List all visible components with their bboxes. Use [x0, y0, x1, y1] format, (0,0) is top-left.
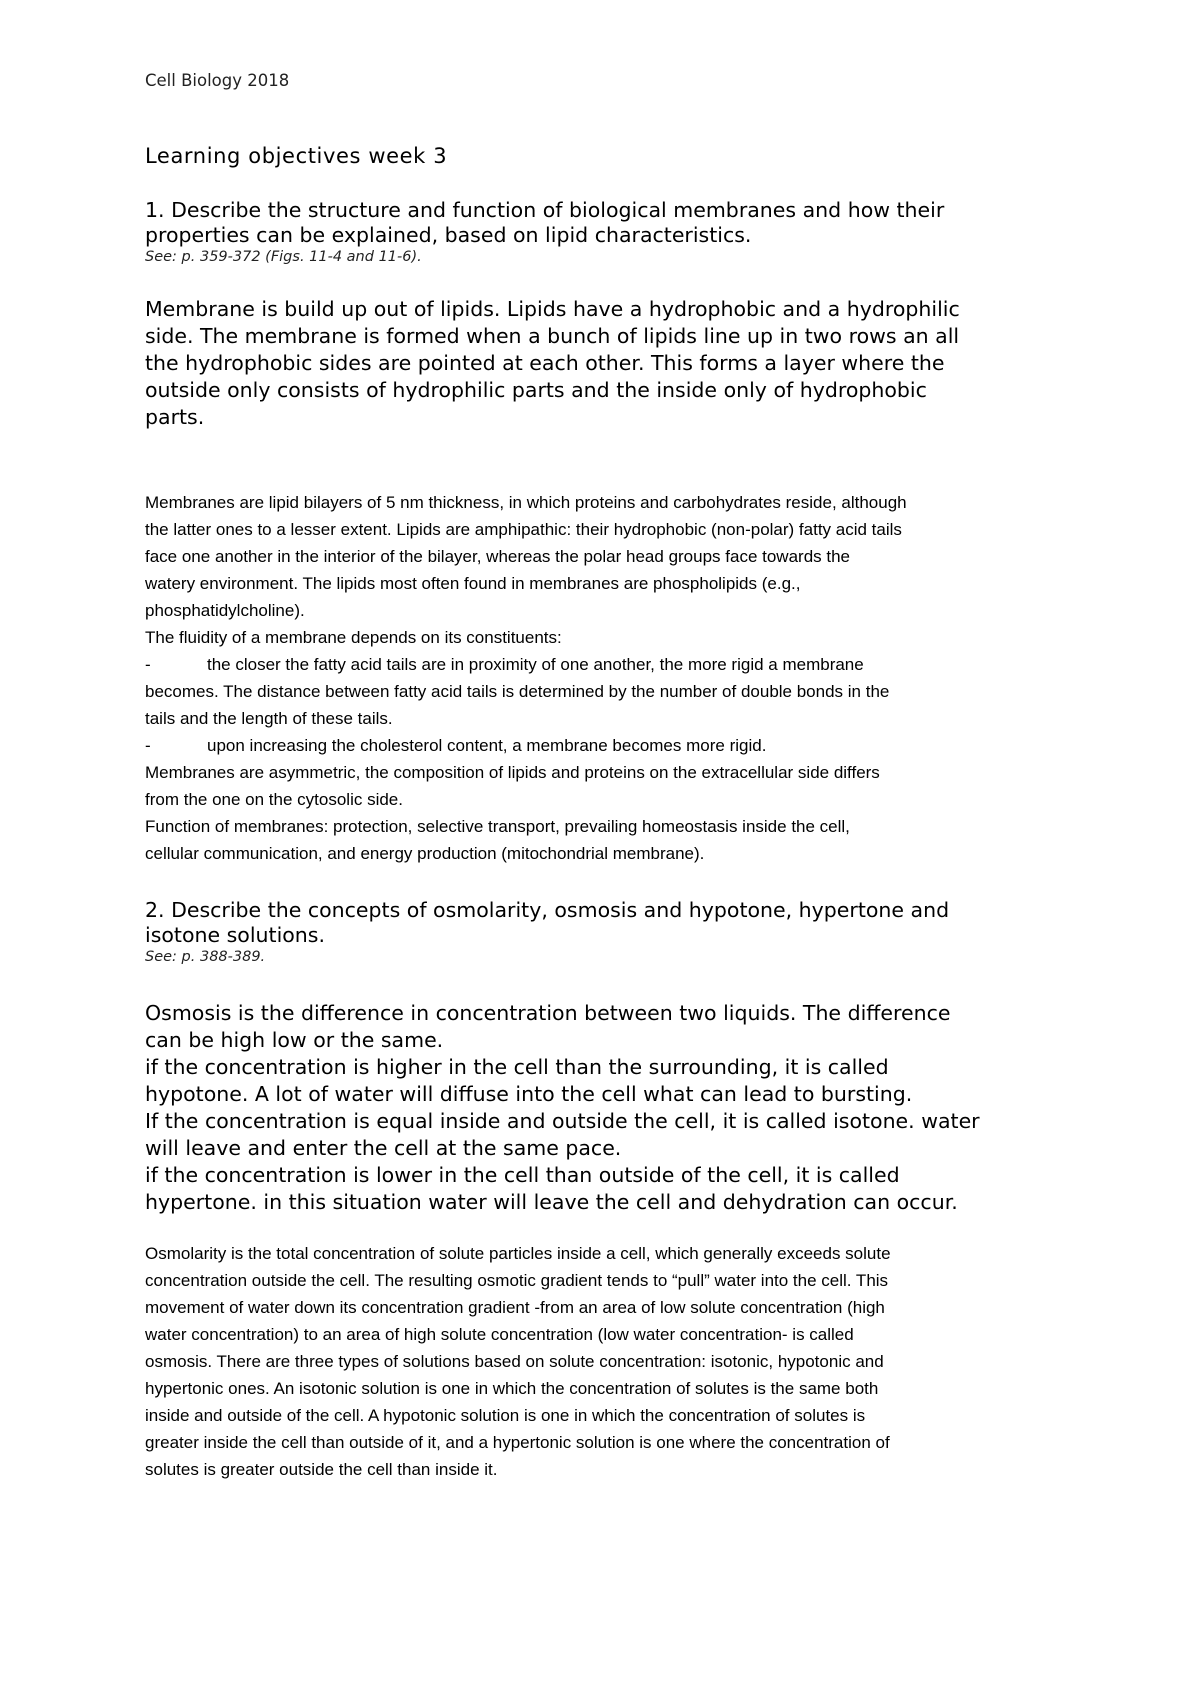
notes-1-line: watery environment. The lipids most often found in membranes are phospholipids (e.g., [145, 574, 801, 593]
notes-2-line: concentration outside the cell. The resulting osmotic gradient tends to “pull” water into the cell. This [145, 1271, 889, 1290]
notes-1-line: cellular communication, and energy production (mitochondrial membrane). [145, 844, 705, 863]
notes-1-line: the latter ones to a lesser extent. Lipids are amphipathic: their hydrophobic (non-polar) fatty acid tails [145, 520, 902, 539]
answer-2-line: Osmosis is the difference in concentration between two liquids. The difference [145, 1001, 951, 1025]
notes-2-line: inside and outside of the cell. A hypotonic solution is one in which the concentration of solutes is [145, 1406, 866, 1425]
document-header: Cell Biology 2018 [145, 71, 290, 90]
bullet-item [145, 651, 1065, 678]
bullet-item [145, 732, 1065, 759]
notes-1-line: Membranes are lipid bilayers of 5 nm thickness, in which proteins and carbohydrates reside, although [145, 493, 907, 512]
notes-2-line: osmosis. There are three types of solutions based on solute concentration: isotonic, hypotonic and [145, 1352, 884, 1371]
answer-1-line: side. The membrane is formed when a bunch of lipids line up in two rows an all [145, 324, 960, 348]
page-title: Learning objectives week 3 [145, 144, 448, 168]
objective-1-line: properties can be explained, based on lipid characteristics. [145, 223, 752, 247]
answer-2-line: hypotone. A lot of water will diffuse into the cell what can lead to bursting. [145, 1082, 913, 1106]
bullet-text: upon increasing the cholesterol content, a membrane becomes more rigid. [207, 736, 767, 755]
notes-2-line: solutes is greater outside the cell than inside it. [145, 1460, 498, 1479]
bullet-dash: - [145, 655, 151, 674]
answer-2-line: If the concentration is equal inside and outside the cell, it is called isotone. water [145, 1109, 980, 1133]
notes-2-line: hypertonic ones. An isotonic solution is one in which the concentration of solutes is the same both [145, 1379, 879, 1398]
notes-2-line: water concentration) to an area of high solute concentration (low water concentration- is called [145, 1325, 854, 1344]
objective-1 [145, 198, 1055, 266]
objective-2 [145, 898, 1055, 966]
notes-1-line: phosphatidylcholine). [145, 601, 305, 620]
notes-1-line: face one another in the interior of the bilayer, whereas the polar head groups face towards the [145, 547, 851, 566]
notes-2-line: movement of water down its concentration gradient -from an area of low solute concentration (high [145, 1298, 885, 1317]
answer-2-line: if the concentration is lower in the cell than outside of the cell, it is called [145, 1163, 900, 1187]
answer-2-line: can be high low or the same. [145, 1028, 444, 1052]
answer-2-line: if the concentration is higher in the cell than the surrounding, it is called [145, 1055, 889, 1079]
notes-1 [145, 489, 1065, 867]
notes-1-line: The fluidity of a membrane depends on its constituents: [145, 628, 562, 647]
objective-2-line: isotone solutions. [145, 923, 325, 947]
answer-1-line: the hydrophobic sides are pointed at each other. This forms a layer where the [145, 351, 945, 375]
notes-1-line: Function of membranes: protection, selective transport, prevailing homeostasis inside the cell, [145, 817, 850, 836]
bullet-continuation: becomes. The distance between fatty acid tails is determined by the number of double bonds in the [145, 682, 890, 701]
notes-2-line: Osmolarity is the total concentration of solute particles inside a cell, which generally exceeds solute [145, 1244, 891, 1263]
notes-2-line: greater inside the cell than outside of it, and a hypertonic solution is one where the concentration of [145, 1433, 890, 1452]
answer-1-line: parts. [145, 405, 205, 429]
answer-2-line: will leave and enter the cell at the same pace. [145, 1136, 622, 1160]
notes-1-line: from the one on the cytosolic side. [145, 790, 403, 809]
answer-1 [145, 296, 1065, 431]
bullet-text: the closer the fatty acid tails are in proximity of one another, the more rigid a membrane [207, 655, 864, 674]
answer-2 [145, 1000, 1065, 1216]
objective-1-line: 1. Describe the structure and function of biological membranes and how their [145, 198, 945, 222]
objective-1-reference: See: p. 359-372 (Figs. 11-4 and 11-6). [145, 249, 422, 265]
bullet-continuation: tails and the length of these tails. [145, 709, 393, 728]
objective-2-line: 2. Describe the concepts of osmolarity, osmosis and hypotone, hypertone and [145, 898, 950, 922]
notes-1-line: Membranes are asymmetric, the composition of lipids and proteins on the extracellular side differs [145, 763, 880, 782]
objective-2-reference: See: p. 388-389. [145, 949, 266, 965]
notes-2 [145, 1240, 1065, 1483]
answer-1-line: Membrane is build up out of lipids. Lipids have a hydrophobic and a hydrophilic [145, 297, 960, 321]
bullet-dash: - [145, 736, 151, 755]
answer-2-line: hypertone. in this situation water will leave the cell and dehydration can occur. [145, 1190, 958, 1214]
answer-1-line: outside only consists of hydrophilic parts and the inside only of hydrophobic [145, 378, 927, 402]
